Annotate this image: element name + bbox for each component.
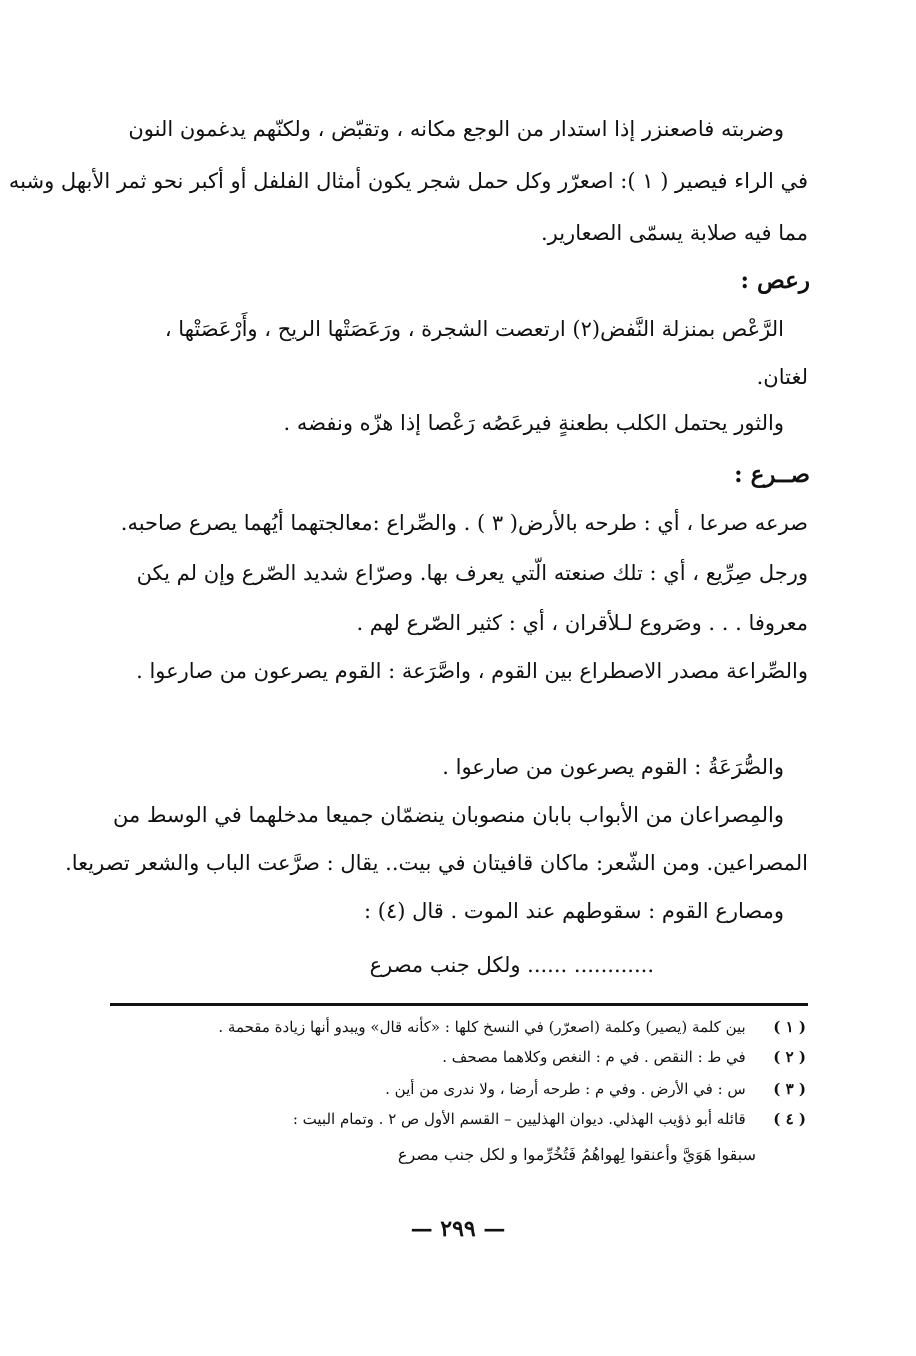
sara-line-1: صرعه صرعا ، أي : طرحه بالأرض( ٣ ) . والصِّراع :معالجتهما أيُهما يصرع صاحبه. (120, 511, 808, 535)
footnote-number: ( ١ ) (773, 1018, 806, 1036)
footnote-2 (442, 1046, 806, 1068)
footnote-number: ( ٣ ) (773, 1080, 806, 1098)
sara-line-4: والصِّراعة مصدر الاصطراع بين القوم ، واصَّرَعة : القوم يصرعون من صارعوا . (136, 659, 808, 683)
footnote-text: بين كلمة (يصير) وكلمة (اصعرّر) في النسخ كلها : «كأنه قال» ويبدو أنها زيادة مقحمة . (218, 1018, 746, 1036)
sara-line-2: ورجل صِرِّيع ، أي : تلك صنعته الّتي يعرف بها. وصرّاع شديد الصّرع وإن لم يكن (136, 561, 808, 585)
body-line-2: في الراء فيصير ( ١ ): اصعرّر وكل حمل شجر يكون أمثال الفلفل أو أكبر نحو ثمر الأبهل وشبه (8, 169, 808, 193)
body-line-shir: المصراعين. ومن الشّعر: ماكان قافيتان في بيت.. يقال : صرَّعت الباب والشعر تصريعا. (65, 851, 808, 875)
page-number: — ٢٩٩ — (410, 1216, 506, 1242)
body-line-masari: ومصارع القوم : سقوطهم عند الموت . قال (٤) : (364, 899, 784, 923)
footnote-text: قائله أبو ذؤيب الهذلي. ديوان الهذليين – القسم الأول ص ٢ . وتمام البيت : (292, 1110, 746, 1128)
body-line-3: مما فيه صلابة يسمّى الصعارير. (540, 221, 808, 245)
raas-line-3: والثور يحتمل الكلب بطعنةٍ فيرعَصُه رَعْصا إذا هزّه ونفضه . (283, 411, 784, 435)
footnote-text: س : في الأرض . وفي م : طرحه أرضا ، ولا ندرى من أين . (385, 1080, 746, 1098)
raas-line-2: لغتان. (756, 365, 808, 389)
raas-line-1: الرَّعْص بمنزلة النَّفض(٢) ارتعصت الشجرة ، ورَعَصَتْها الريح ، وأَرْعَصَتْها ، (164, 317, 784, 341)
footnote-4 (293, 1108, 806, 1130)
footnote-number: ( ٤ ) (773, 1110, 806, 1128)
footnote-text: في ط : النقص . في م : النغص وكلاهما مصحف . (442, 1048, 746, 1066)
footnote-number: ( ٢ ) (773, 1048, 806, 1066)
sara-line-3: معروفا . . . وصَروع لـلأقران ، أي : كثير الصّرع لهم . (356, 611, 808, 635)
footnote-verse: سبقوا هَوَيَّ وأعنقوا لِهواهُمُ فَتُخُرِّموا و لكل جنب مصرع (397, 1145, 756, 1164)
entry-heading-raas: رعص : (740, 267, 810, 294)
body-line-surata: والصُّرَعَةُ : القوم يصرعون من صارعوا . (442, 755, 784, 779)
footnote-1 (218, 1016, 806, 1038)
body-line-1: وضربته فاصعنزر إذا استدار من الوجع مكانه ، وتقبّض ، ولكنّهم يدغمون النون (128, 117, 784, 141)
verse-line: ............ ...... ولكل جنب مصرع (369, 953, 654, 977)
footnote-3 (385, 1078, 806, 1100)
body-line-misraan: والمِصراعان من الأبواب بابان منصوبان ينضمّان جميعا مدخلهما في الوسط من (113, 803, 784, 827)
footnote-separator (110, 1003, 808, 1006)
entry-heading-sara: صــرع : (734, 461, 810, 488)
